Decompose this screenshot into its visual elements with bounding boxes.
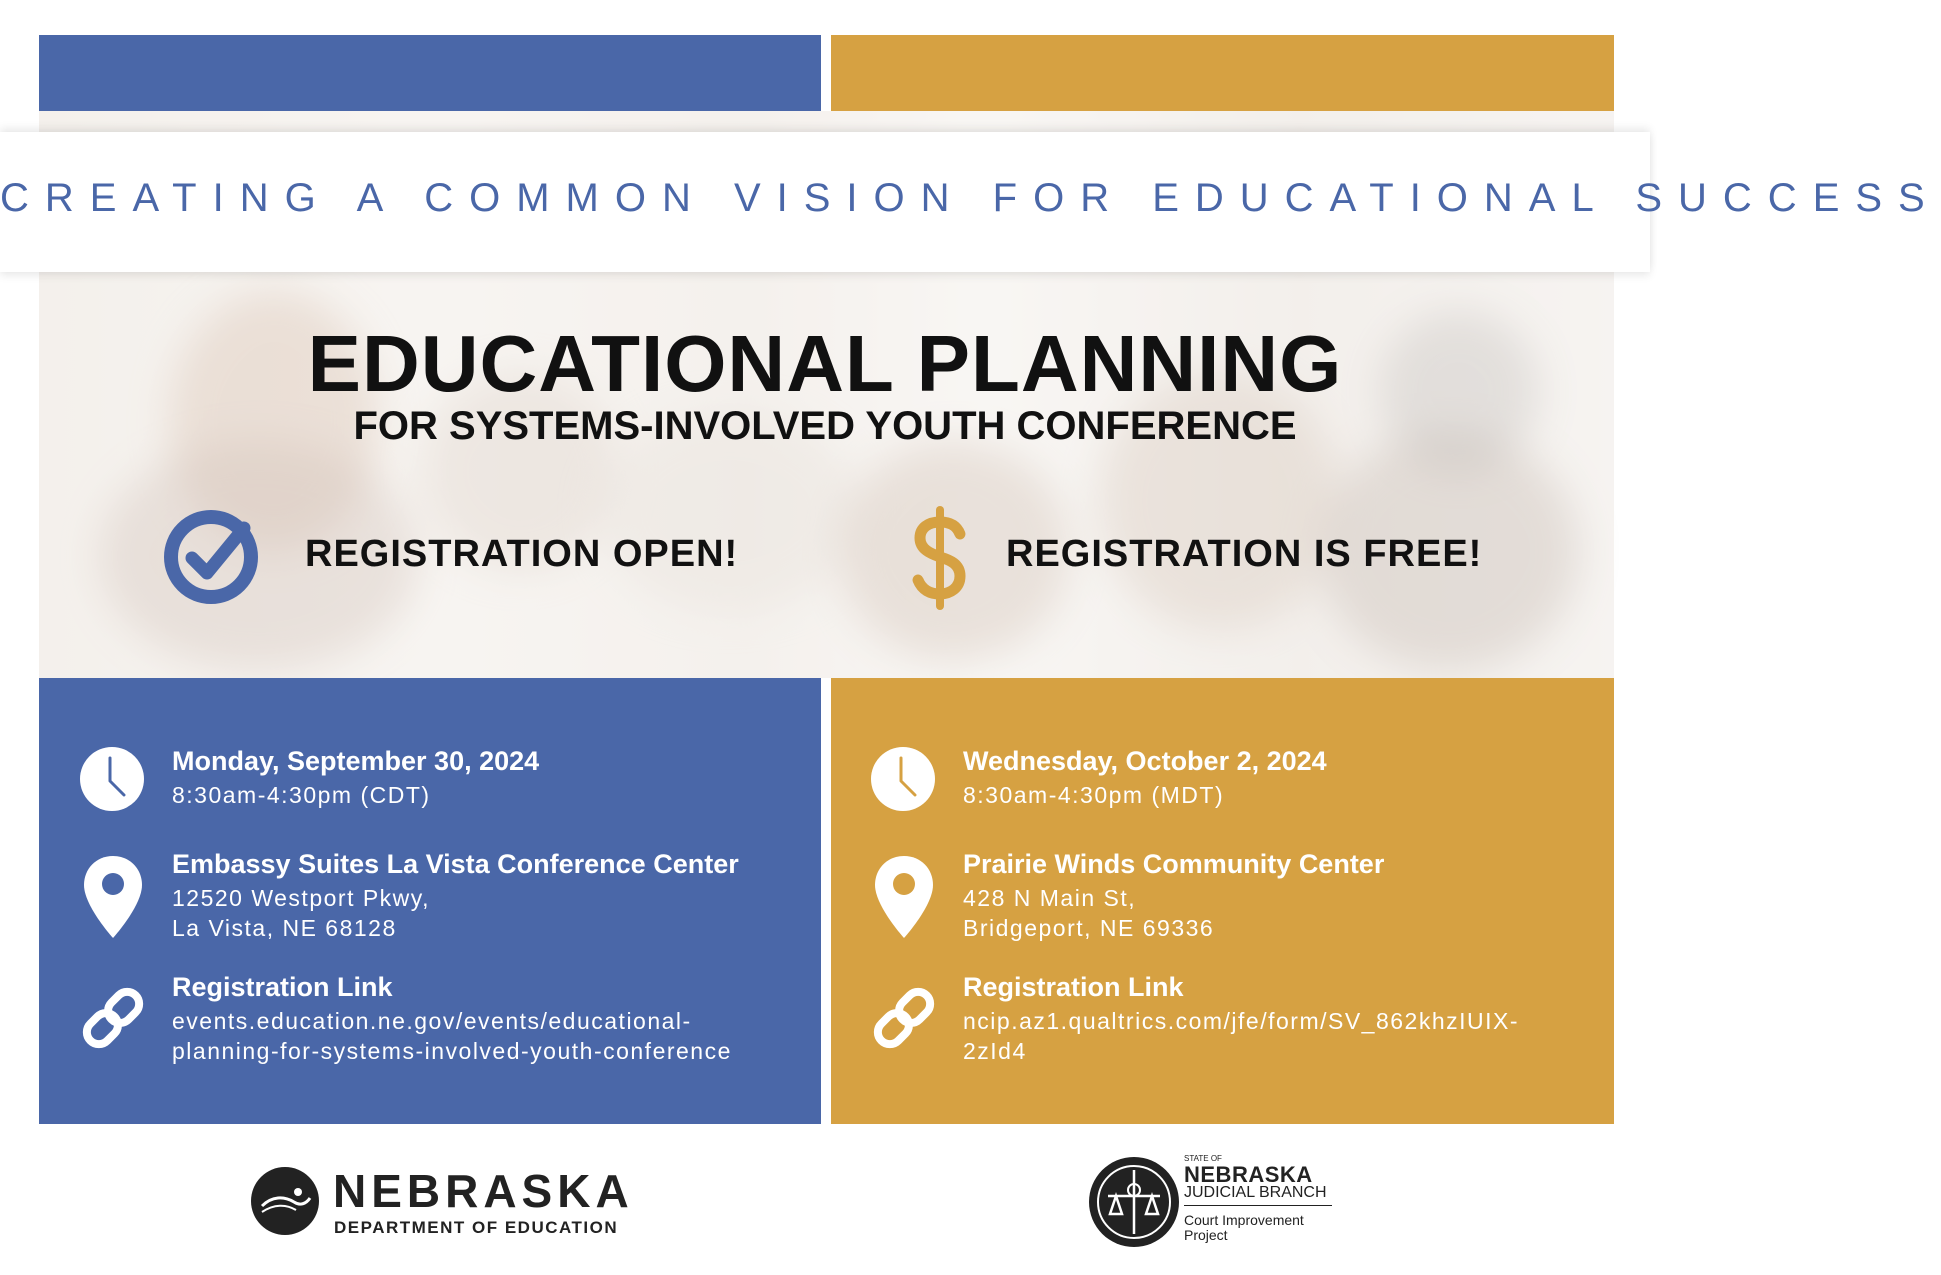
page-title: EDUCATIONAL PLANNING bbox=[307, 319, 1343, 408]
tagline: CREATING A COMMON VISION FOR EDUCATIONAL SUCCESS bbox=[0, 176, 1941, 220]
judicial-branch-label: JUDICIAL BRANCH bbox=[1184, 1184, 1327, 1201]
judicial-seal-icon bbox=[1088, 1156, 1180, 1248]
judicial-program-line1: Court Improvement bbox=[1184, 1212, 1304, 1228]
check-circle-icon bbox=[162, 508, 260, 606]
location-pin-icon bbox=[873, 854, 935, 940]
event-time: 8:30am-4:30pm (CDT) bbox=[172, 782, 431, 808]
registration-link-label: Registration Link bbox=[963, 972, 1184, 1002]
registration-link-url-line2[interactable]: 2zId4 bbox=[963, 1038, 1027, 1064]
top-bar-gold bbox=[831, 35, 1614, 111]
link-icon bbox=[79, 984, 147, 1052]
event-address-line2: Bridgeport, NE 69336 bbox=[963, 915, 1215, 941]
event-address-line2: La Vista, NE 68128 bbox=[172, 915, 397, 941]
event-date: Monday, September 30, 2024 bbox=[172, 746, 540, 776]
judicial-state-label: STATE OF bbox=[1184, 1154, 1222, 1163]
dollar-icon bbox=[912, 506, 968, 610]
nde-logo-icon bbox=[250, 1166, 320, 1236]
nde-logo-subtitle: DEPARTMENT OF EDUCATION bbox=[334, 1218, 619, 1237]
registration-free-label: REGISTRATION IS FREE! bbox=[1006, 533, 1483, 575]
judicial-logo-name: NEBRASKA bbox=[1184, 1162, 1313, 1187]
registration-link-url-line1[interactable]: events.education.ne.gov/events/educational- bbox=[172, 1008, 692, 1034]
registration-link-url[interactable] bbox=[963, 1006, 1519, 1066]
event-date: Wednesday, October 2, 2024 bbox=[963, 746, 1327, 776]
event-venue: Prairie Winds Community Center bbox=[963, 849, 1385, 879]
judicial-program-line2: Project bbox=[1184, 1227, 1228, 1243]
registration-open-label: REGISTRATION OPEN! bbox=[305, 533, 739, 575]
event-venue: Embassy Suites La Vista Conference Center bbox=[172, 849, 739, 879]
event-address-line1: 12520 Westport Pkwy, bbox=[172, 885, 430, 911]
registration-link-url[interactable] bbox=[172, 1006, 732, 1066]
registration-link-url-line2[interactable]: planning-for-systems-involved-youth-conference bbox=[172, 1038, 732, 1064]
nde-logo-name: NEBRASKA bbox=[333, 1165, 634, 1217]
top-bar-blue bbox=[39, 35, 821, 111]
location-pin-icon bbox=[82, 854, 144, 940]
link-icon bbox=[870, 984, 938, 1052]
registration-link-url-line1[interactable]: ncip.az1.qualtrics.com/jfe/form/SV_862khzIUIX- bbox=[963, 1008, 1520, 1034]
clock-icon bbox=[79, 746, 145, 812]
event-time: 8:30am-4:30pm (MDT) bbox=[963, 782, 1225, 808]
judicial-logo-divider bbox=[1184, 1205, 1332, 1206]
event-address-line1: 428 N Main St, bbox=[963, 885, 1137, 911]
page-subtitle: FOR SYSTEMS-INVOLVED YOUTH CONFERENCE bbox=[353, 404, 1297, 448]
clock-icon bbox=[870, 746, 936, 812]
registration-link-label: Registration Link bbox=[172, 972, 393, 1002]
